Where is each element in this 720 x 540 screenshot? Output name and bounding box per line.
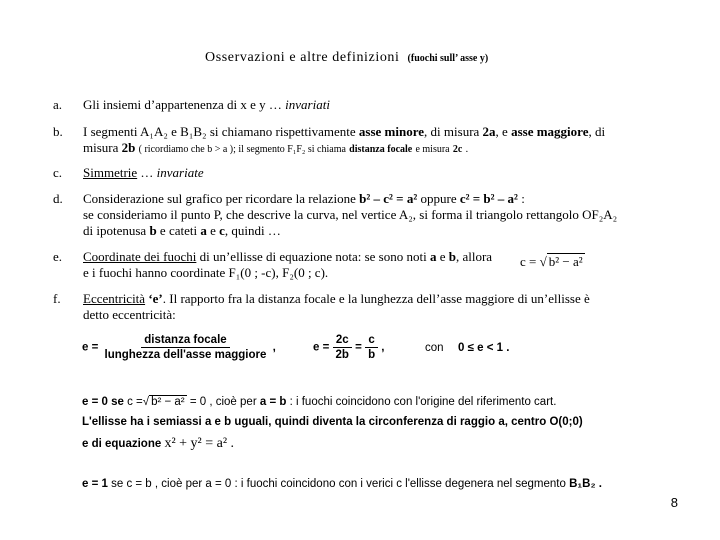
case-e0-line-1: e = 0 se c =√ b² − a² = 0 , cioè per a = b : i fuochi coincidono con l'origine del riferimento cart. [82, 396, 557, 408]
case-e0-l2d: b [224, 416, 232, 428]
item-d-or: oppure [420, 191, 457, 206]
item-d-text-2: se consideriamo il punto P, che descrive la curva, nel vertice A₂, si forma il triangolo rettangolo OF₂A₂ [83, 207, 618, 222]
case-e0-text: = 0 , cioè per [189, 396, 257, 408]
item-e-b: b [448, 249, 456, 264]
ecc-numerator: distanza focale [141, 333, 229, 348]
item-d-text-3c: e [210, 223, 216, 238]
case-e1-segment: B₁B₂ . [569, 478, 602, 490]
item-b-focal: distanza focale [349, 144, 413, 155]
ecc-ratio-equals: = [355, 341, 362, 354]
item-letter: d. [53, 191, 63, 206]
item-letter: c. [53, 165, 63, 180]
item-d-relation-1: b² – c² = a² [359, 191, 418, 206]
case-e0-l2e: uguali, quindi diventa la circonferenza di raggio [234, 416, 496, 428]
item-a-tail: invariati [285, 97, 330, 112]
case-e0-l2a: L'ellisse ha i semiassi [82, 416, 202, 428]
eccentricity-definition [82, 333, 276, 362]
item-b-text-4: , di [588, 124, 606, 139]
title-text: Osservazioni e altre definizioni [205, 50, 400, 65]
item-b-minor: asse minore [358, 124, 425, 139]
item-b-2c: 2c [452, 144, 463, 155]
item-b-note-3: . [465, 144, 469, 155]
item-b-text-1: I segmenti A₁A₂ e B₁B₂ si chiamano rispettivamente [83, 124, 356, 139]
item-e-a: a [429, 249, 437, 264]
item-d-colon: : [521, 191, 525, 206]
case-e0-l3a: e di equazione [82, 438, 162, 450]
link-eccentricita[interactable]: Eccentricità [83, 291, 146, 306]
item-c-tail: invariate [156, 165, 204, 180]
item-e-text-1b: e [439, 249, 446, 264]
item-c-mid: … [137, 165, 157, 180]
case-e0-text-2: : i fuochi coincidono con l'origine del riferimento cart. [289, 396, 557, 408]
case-e0-l2g: , centro [504, 416, 547, 428]
case-e0-condition: a = b [259, 396, 287, 408]
item-b-note: ( ricordiamo che b > a ); il segmento F₁F₂ si chiama [138, 144, 346, 155]
item-b-text-3: , e [495, 124, 508, 139]
case-e0-radicand: b² − a² [151, 396, 185, 408]
ecc-ratio-lhs: e = [313, 341, 330, 354]
item-d-hyp: b [149, 223, 157, 238]
item-f-symbol: ‘e’ [148, 291, 163, 306]
eccentricity-ratio [313, 333, 385, 362]
case-e0-line-2 [82, 416, 583, 428]
case-e1-text: se c = b , cioè per a = 0 : i fuochi coincidono con i verici c l'ellisse degenera nel segmento [111, 478, 566, 490]
item-d-cat-a: a [200, 223, 207, 238]
item-d-relation-2: c² = b² – a² [459, 191, 518, 206]
case-e1-label: e = 1 [82, 478, 108, 490]
item-e-text-1: di un’ellisse di equazione nota: se sono noti [199, 249, 427, 264]
title-note: (fuochi sull’ asse y) [407, 53, 489, 64]
case-e0-c: c = [127, 396, 143, 408]
item-d-text-3a: di ipotenusa [83, 223, 147, 238]
page-number: 8 [670, 495, 678, 510]
page-title [205, 50, 488, 66]
ecc-ratio-den-2: b [368, 349, 376, 361]
ecc-denominator: lunghezza dell'asse maggiore [104, 349, 267, 361]
item-letter: a. [53, 97, 63, 112]
ecc-lhs: e = [82, 341, 99, 354]
ecc-comma-1: , [272, 341, 276, 354]
item-letter: e. [53, 249, 63, 264]
item-b-text-5: misura [83, 140, 119, 155]
item-a-text: Gli insiemi d’appartenenza di x e y … [83, 97, 282, 112]
item-letter: b. [53, 124, 63, 139]
ecc-with: con [425, 342, 444, 354]
link-simmetrie[interactable]: Simmetrie [83, 165, 138, 180]
item-b-text-2: , di misura [424, 124, 480, 139]
link-coordinate-fuochi[interactable]: Coordinate dei fuochi [83, 249, 197, 264]
item-b-major: asse maggiore [511, 124, 589, 139]
focus-formula-lhs: c = [520, 254, 540, 269]
ecc-ratio-num-2: c [365, 333, 377, 348]
item-f-text-2: detto eccentricità: [83, 307, 176, 322]
case-e0-l2h: O(0;0) [549, 416, 583, 428]
case-e0-l2c: e [214, 416, 221, 428]
item-d-cat-c: c [219, 223, 225, 238]
item-f-text-1: . Il rapporto fra la distanza focale e la lunghezza dell’asse maggiore di un’ellisse è [162, 291, 590, 306]
circle-equation: x² + y² = a² . [164, 436, 235, 451]
ecc-fraction [102, 333, 270, 362]
item-letter: f. [53, 291, 61, 306]
item-b-2b: 2b [121, 140, 136, 155]
ecc-range: 0 ≤ e < 1 . [458, 342, 510, 354]
item-d-text-3d: , quindi … [224, 223, 281, 238]
case-e0-l2f: a [498, 416, 505, 428]
case-e1-line [82, 478, 602, 490]
case-e0-label: e = 0 se [82, 396, 124, 408]
focus-formula-radicand: b² − a² [548, 254, 583, 269]
item-d-text-3b: e cateti [159, 223, 198, 238]
ecc-ratio-fraction-2 [365, 333, 378, 362]
ecc-ratio-den-1: 2b [335, 349, 349, 361]
focus-formula: c = √ b² − a² [520, 254, 583, 269]
ecc-ratio-num-1: 2c [333, 333, 352, 348]
case-e0-l2b: a [204, 416, 212, 428]
case-e0-line-3 [82, 436, 234, 452]
ecc-comma-2: , [381, 341, 385, 354]
ecc-ratio-fraction-1 [333, 333, 352, 362]
item-d-text-1: Considerazione sul grafico per ricordare la relazione [83, 191, 356, 206]
item-b-2a: 2a [482, 124, 496, 139]
item-b-note-2: e misura [415, 144, 450, 155]
item-e-text-1c: , allora [455, 249, 493, 264]
item-e-text-2: e i fuochi hanno coordinate F₁(0 ; -c), F₂(0 ; c). [83, 265, 329, 280]
